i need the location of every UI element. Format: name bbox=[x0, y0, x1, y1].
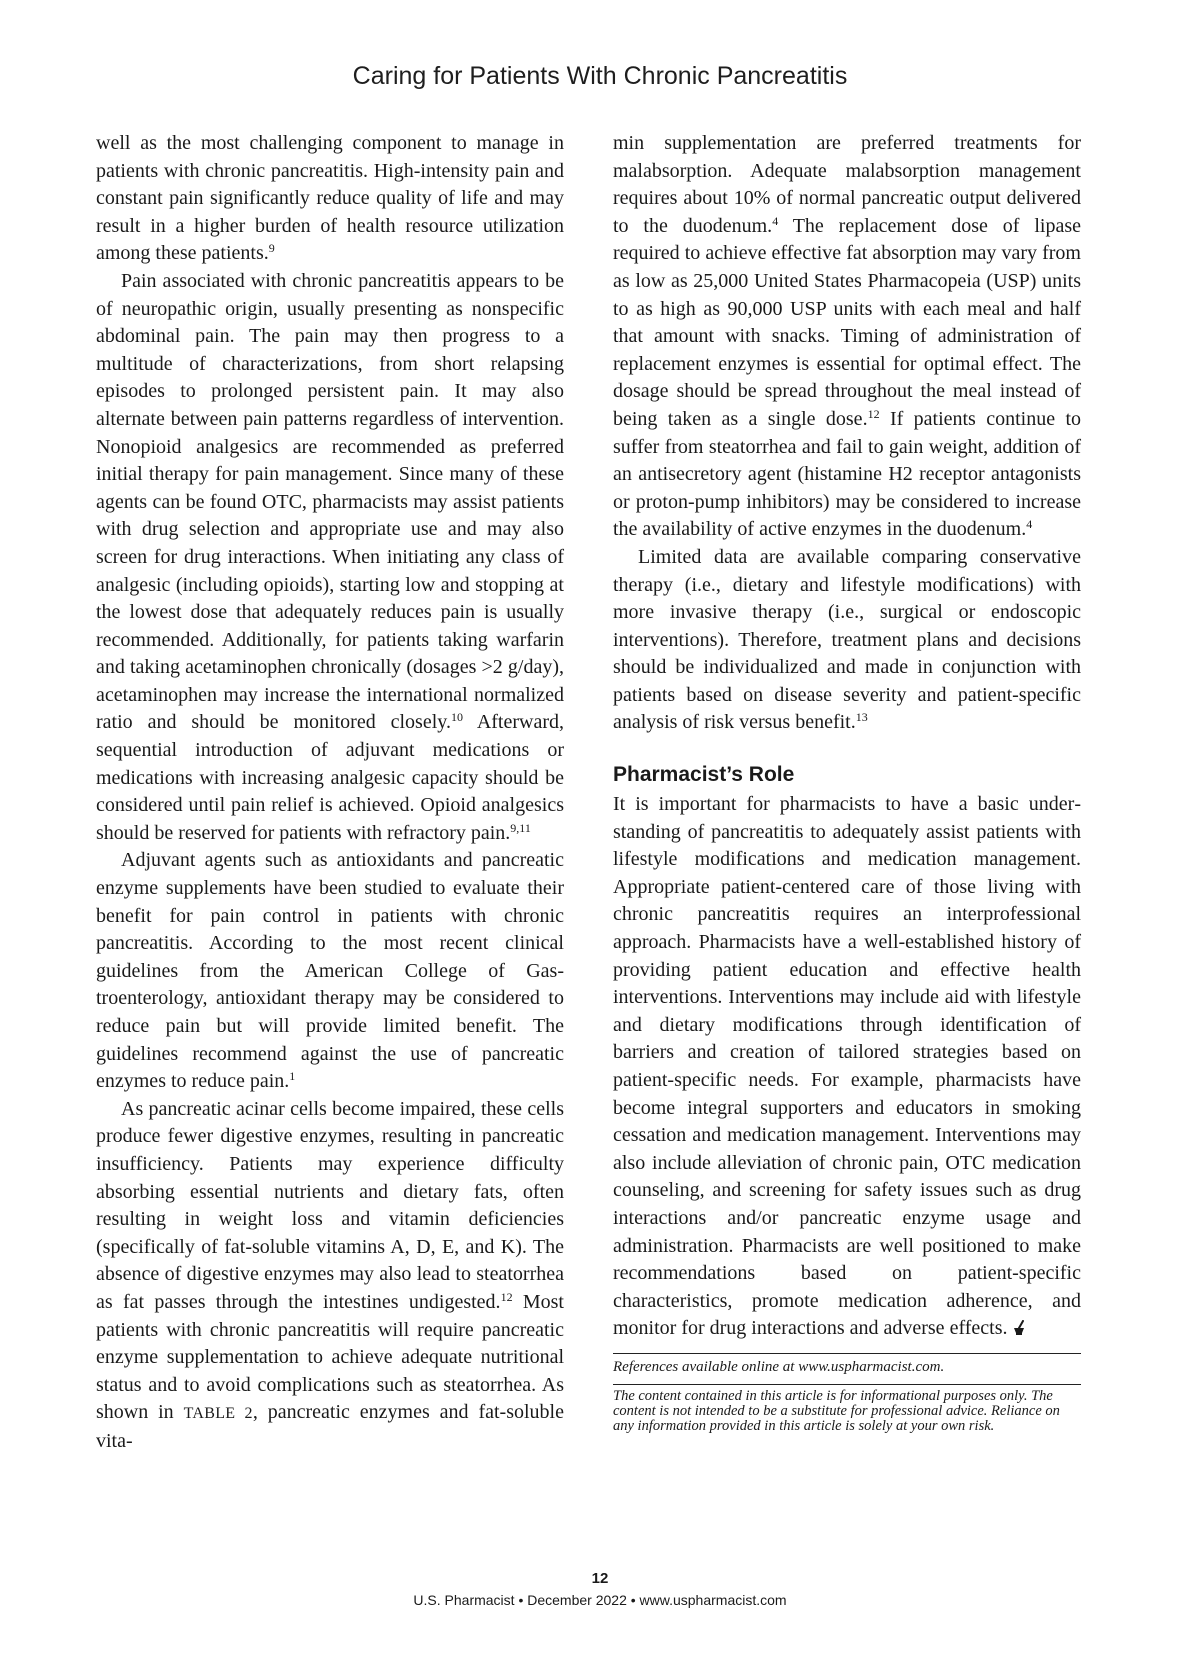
citation-superscript: 13 bbox=[855, 710, 868, 725]
citation-superscript: 10 bbox=[450, 710, 463, 725]
paragraph-conservative-therapy bbox=[613, 544, 1081, 737]
paragraph-text: Pain associated with chronic pancreatitis appears to be of neuropathic origin, usually presenting as nonspecific abdominal pain. The pain may then progress to a multitude of characterizations, from short relapsing episodes to prolonged persistent pain. It may also alternate between pain patterns regardless of intervention. Nonopioid analgesics are recommended as preferred initial therapy for pain management. Since many of these agents can be found OTC, pharmacists may assist patients with drug selection and appropriate use and may also screen for drug interactions. When initiating any class of analgesic (including opioids), starting low and stopping at the lowest dose that adequately reduces pain is usually recommended. Additionally, for patients taking warfarin and taking acetaminophen chronically (dosages >2 g/day), acetaminophen may increase the international normalized ratio and should be monitored closely. bbox=[96, 269, 564, 734]
paragraph-text: Most patients with chronic pancreatitis will require pancreatic enzyme supplementation to achieve adequate nutritional status and to avoid complications such as steatorrhea. As shown in bbox=[96, 1290, 564, 1424]
paragraph-text: It is important for pharmacists to have a basic understanding of pancreatitis to adequately assist patients with lifestyle modifications and medication management. Appropriate patient-centered care of those living with chronic pancreatitis requires an interprofessional approach. Pharmacists have a well-established history of providing patient education and effective health interventions. Interventions may include aid with lifestyle and dietary modifications through identification of barriers and creation of tailored strategies based on patient-specific needs. For example, pharmacists have become integral supporters and educators in smoking cessation and medication management. Interventions may also include alleviation of chronic pain, OTC medication counseling, and screening for safety issues such as drug interactions and/or pancreatic enzyme usage and administration. Pharmacists are well positioned to make recommendations based on patient-specific characteristics, promote medication adherence, and monitor for drug interactions and adverse effects. bbox=[613, 793, 1081, 1340]
paragraph-pain-management bbox=[96, 268, 564, 847]
paragraph-malabsorption-treatment bbox=[613, 130, 1081, 544]
section-heading-pharmacists-role: Pharmacist’s Role bbox=[613, 763, 795, 787]
citation-superscript: 9,11 bbox=[510, 820, 531, 835]
citation-superscript: 1 bbox=[289, 1069, 296, 1084]
paragraph-adjuvant-agents bbox=[96, 847, 564, 1095]
paragraph-text: well as the most challenging component to manage in patients with chronic pancreatitis. High-intensity pain and constant pain significantly reduce quality of life and may result in a higher burden of health resource utilization among these patients. bbox=[96, 132, 564, 265]
references-note: References available online at www.uspharmacist.com. bbox=[613, 1353, 1081, 1376]
citation-superscript: 4 bbox=[772, 213, 779, 228]
citation-superscript: 4 bbox=[1026, 517, 1033, 532]
paragraph-pain-burden bbox=[96, 130, 564, 268]
running-title: Caring for Patients With Chronic Pancreatitis bbox=[352, 62, 848, 90]
citation-superscript: 9 bbox=[268, 241, 275, 256]
publication-footer: U.S. Pharmacist • December 2022 • www.uspharmacist.com bbox=[413, 1592, 787, 1608]
paragraph-text: If patients continue to suffer from steatorrhea and fail to gain weight, addition of an antisecretory agent (histamine H2 receptor antagonists or proton-pump inhibitors) may be considered to increase the availability of active enzymes in the duodenum. bbox=[613, 407, 1082, 541]
left-column bbox=[96, 130, 564, 1456]
paragraph-text: Limited data are available comparing conservative therapy (i.e., dietary and lifestyle modifications) with more invasive therapy (i.e., surgical or endoscopic interventions). Therefore, treatment plans and decisions should be individualized and made in conjunction with patients based on disease severity and patient-specific analysis of risk versus benefit. bbox=[613, 545, 1081, 734]
mortar-pestle-icon bbox=[1012, 1320, 1026, 1336]
table-reference: TABLE 2 bbox=[183, 1405, 253, 1423]
paragraph-text: Adjuvant agents such as antioxidants and pancreatic enzyme supplements have been studied to evaluate their benefit for pain control in patients with chronic pancreatitis. According to the most recent clinical guidelines from the American College of Gastroenterology, antioxidant therapy may be considered to reduce pain but will provide limited benefit. The guidelines recommend against the use of pancreatic enzymes to reduce pain. bbox=[96, 849, 564, 1093]
page-number: 12 bbox=[591, 1570, 609, 1587]
right-column bbox=[613, 130, 1081, 1434]
citation-superscript: 12 bbox=[867, 406, 880, 421]
disclaimer: The content contained in this article is for informational purposes only. The content is not intended to be a substitute for professional advice. Reliance on any information provided in this article is solely at your own risk. bbox=[613, 1384, 1081, 1434]
citation-superscript: 12 bbox=[500, 1289, 513, 1304]
paragraph-text: , pancreatic enzymes and fat-soluble vita- bbox=[96, 1401, 564, 1452]
paragraph-text: As pancreatic acinar cells become impaired, these cells produce fewer digestive enzymes, resulting in pancreatic insufficiency. Patients may experience difficulty absorbing essential nutrients and dietary fats, often resulting in weight loss and vitamin deficiencies (specifically of fat-soluble vitamins A, D, E, and K). The absence of digestive enzymes may also lead to steatorrhea as fat passes through the intestines undigested. bbox=[96, 1097, 564, 1313]
paragraph-text: Afterward, sequential introduction of adjuvant medications or medications with increasing analgesic capacity should be considered until pain relief is achieved. Opioid analgesics should be reserved for patients with refractory pain. bbox=[96, 711, 564, 844]
paragraph-pancreatic-insufficiency bbox=[96, 1096, 564, 1456]
paragraph-text: The replacement dose of lipase required to achieve effective fat absorption may vary from as low as 25,000 United States Pharmacopeia (USP) units to as high as 90,000 USP units with each meal and half that amount with snacks. Timing of administration of replacement enzymes is essential for optimal effect. The dosage should be spread throughout the meal instead of being taken as a single dose. bbox=[613, 214, 1081, 430]
paragraph-text: min supplementation are preferred treatments for malabsorption. Adequate malabsorption management requires about 10% of normal pancreatic output delivered to the duodenum. bbox=[613, 132, 1081, 237]
paragraph-pharmacists-role bbox=[613, 791, 1081, 1343]
